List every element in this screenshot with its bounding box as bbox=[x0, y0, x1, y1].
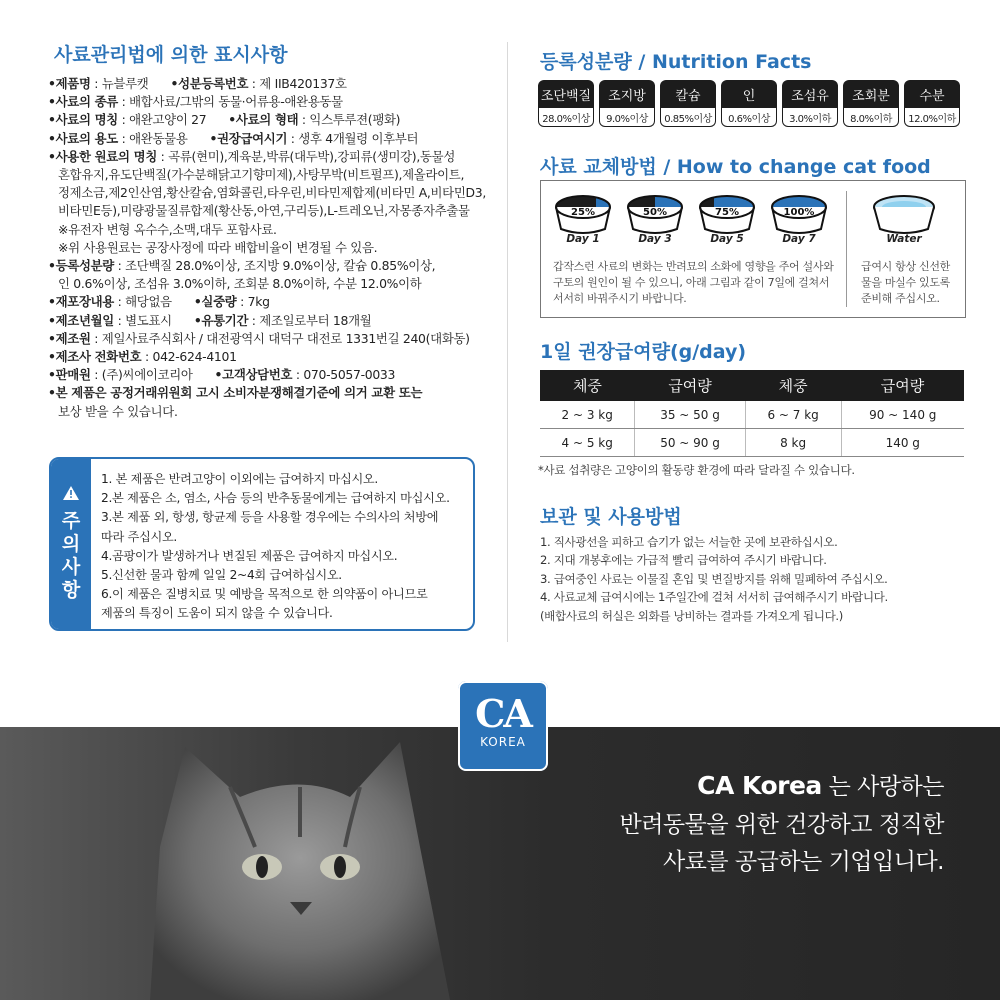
bowl-step bbox=[767, 193, 831, 245]
caution-tab-char: 항 bbox=[61, 579, 81, 601]
label-line bbox=[48, 202, 488, 220]
label-value: : 042-624-4101 bbox=[141, 349, 237, 365]
label-line bbox=[48, 184, 488, 202]
bowl-day: Day 5 bbox=[710, 233, 744, 245]
label-line bbox=[48, 348, 488, 366]
storage-section bbox=[540, 533, 888, 625]
bowl-step bbox=[551, 193, 615, 245]
storage-list bbox=[540, 533, 888, 625]
nutrition-item bbox=[782, 80, 838, 127]
caution-list bbox=[101, 470, 467, 624]
label-section bbox=[48, 40, 488, 421]
label-line bbox=[48, 366, 488, 384]
nutrition-value: 12.0%이하 bbox=[904, 108, 960, 127]
caution-box bbox=[49, 457, 475, 631]
bowl-day: Day 3 bbox=[638, 233, 672, 245]
label-key: •제품명 bbox=[48, 76, 91, 91]
feeding-header: 급여량 bbox=[635, 370, 745, 401]
feeding-cell: 35 ~ 50 g bbox=[635, 401, 745, 429]
slogan-line-2: 반려동물을 위한 건강하고 정직한 bbox=[619, 812, 944, 838]
change-description bbox=[553, 259, 834, 307]
feeding-table bbox=[540, 370, 964, 457]
caution-item: 3.본 제품 외, 항생, 항균제 등을 사용할 경우에는 수의사의 처방에 bbox=[101, 510, 439, 525]
nutrition-title: 등록성분량 / Nutrition Facts bbox=[540, 51, 812, 73]
nutrition-value: 9.0%이상 bbox=[599, 108, 655, 127]
label-line bbox=[48, 312, 488, 330]
column-divider bbox=[507, 42, 508, 642]
nutrition-item bbox=[599, 80, 655, 127]
label-key: •유통기간 bbox=[193, 312, 249, 328]
label-key: •사용한 원료의 명칭 bbox=[48, 148, 158, 164]
caution-item: 1. 본 제품은 반려고양이 이외에는 급여하지 마십시오. bbox=[101, 472, 378, 486]
caution-item: 6.이 제품은 질병치료 및 예방을 목적으로 한 의약품이 아니므로 bbox=[101, 587, 428, 602]
label-key: •제조년월일 bbox=[48, 312, 114, 328]
change-box bbox=[540, 180, 966, 318]
label-key: •등록성분량 bbox=[48, 258, 114, 274]
feeding-cell: 140 g bbox=[841, 429, 964, 457]
feeding-header-row bbox=[540, 370, 964, 401]
water-bowl bbox=[869, 193, 939, 245]
label-value: : 조단백질 28.0%이상, 조지방 9.0%이상, 칼슘 0.85%이상, bbox=[113, 258, 436, 274]
label-line bbox=[48, 130, 488, 148]
water-description bbox=[861, 259, 950, 307]
label-key: •본 제품은 공정거래위원회 고시 소비자분쟁해결기준에 의거 교환 또는 bbox=[48, 385, 423, 401]
label-line-text: 혼합유지,유도단백질(가수분해닭고기향미제),사탕무박(비트펄프),제올라이트, bbox=[58, 167, 465, 183]
label-key: •판매원 bbox=[48, 367, 91, 383]
nutrition-item bbox=[721, 80, 777, 127]
label-value: : (주)씨에이코리아 bbox=[90, 367, 193, 383]
warning-icon bbox=[63, 486, 79, 504]
nutrition-value: 8.0%이하 bbox=[843, 108, 899, 127]
feeding-header: 체중 bbox=[540, 370, 635, 401]
bowl-percent: 100% bbox=[783, 207, 815, 218]
nutrition-name: 조회분 bbox=[843, 80, 899, 108]
label-value: : 애완동물용 bbox=[117, 130, 188, 146]
label-line-text: 정제소금,제2인산염,황산칼슘,염화콜린,타우린,비타민제합제(비타민 A,비타민D3, bbox=[58, 185, 486, 201]
label-value: : 제 IIB420137호 bbox=[248, 76, 347, 91]
caution-item: 4.곰팡이가 발생하거나 변질된 제품은 급여하지 마십시오. bbox=[101, 548, 398, 563]
label-value: : 제일사료주식회사 / 대전광역시 대덕구 대전로 1331번길 240(대화동) bbox=[90, 330, 470, 346]
label-line-text: ※유전자 변형 옥수수,소맥,대두 포함사료. bbox=[58, 221, 277, 237]
label-line bbox=[48, 148, 488, 166]
nutrition-name: 수분 bbox=[904, 80, 960, 108]
nutrition-name: 조단백질 bbox=[538, 80, 594, 108]
nutrition-name: 인 bbox=[721, 80, 777, 108]
storage-item: (배합사료의 허실은 외화를 낭비하는 결과를 가져오게 됩니다.) bbox=[540, 608, 843, 623]
label-key: •재포장내용 bbox=[48, 294, 114, 310]
label-key: •사료의 형태 bbox=[228, 112, 299, 128]
nutrition-item bbox=[660, 80, 716, 127]
caution-item: 2.본 제품은 소, 염소, 사슴 등의 반추동물에게는 급여하지 마십시오. bbox=[101, 491, 450, 506]
label-line bbox=[48, 111, 488, 129]
label-line bbox=[48, 221, 488, 239]
label-key: •사료의 종류 bbox=[48, 94, 118, 110]
label-value: : 별도표시 bbox=[113, 312, 172, 328]
label-lines bbox=[48, 75, 488, 421]
label-value: : 생후 4개월령 이후부터 bbox=[287, 130, 419, 146]
label-value: : 해당없음 bbox=[113, 294, 172, 310]
label-key: •성분등록번호 bbox=[170, 76, 249, 91]
caution-item: 따라 주십시오. bbox=[101, 529, 177, 544]
nutrition-value: 0.6%이상 bbox=[721, 108, 777, 127]
caution-item: 제품의 특징이 도움이 되지 않을 수 있습니다. bbox=[101, 606, 333, 621]
slogan-line-3: 사료를 공급하는 기업입니다. bbox=[662, 849, 944, 875]
nutrition-name: 칼슘 bbox=[660, 80, 716, 108]
label-line bbox=[48, 75, 488, 93]
feeding-title: 1일 권장급여량(g/day) bbox=[540, 341, 747, 363]
ca-korea-logo bbox=[458, 681, 548, 771]
nutrition-value: 3.0%이하 bbox=[782, 108, 838, 127]
label-key: •고객상담번호 bbox=[214, 367, 293, 383]
feeding-cell: 90 ~ 140 g bbox=[841, 401, 964, 429]
label-value: : 익스투루젼(팽화) bbox=[298, 112, 401, 128]
caution-item: 5.신선한 물과 함께 일일 2~4회 급여하십시오. bbox=[101, 568, 342, 583]
water-bowl-icon bbox=[869, 193, 939, 235]
storage-title: 보관 및 사용방법 bbox=[540, 506, 682, 528]
nutrition-value: 28.0%이상 bbox=[538, 108, 594, 127]
label-value: : 곡류(현미),계육분,박류(대두박),강피류(생미강),동물성 bbox=[157, 148, 455, 164]
label-line-text: 비타민E등),미량광물질류합제(황산동,아연,구리등),L-트레오닌,자몽종자추출물 bbox=[58, 203, 470, 219]
label-line bbox=[48, 166, 488, 184]
label-line bbox=[48, 239, 488, 257]
feeding-header: 체중 bbox=[745, 370, 841, 401]
label-line bbox=[48, 257, 488, 275]
feeding-note: *사료 섭취량은 고양이의 활동량 환경에 따라 달라질 수 있습니다. bbox=[538, 463, 855, 477]
label-key: •권장급여시기 bbox=[209, 130, 288, 146]
caution-tab-char: 주 bbox=[61, 510, 81, 532]
table-row bbox=[540, 429, 964, 457]
label-key: •사료의 명칭 bbox=[48, 112, 118, 128]
change-desc-line: 구토의 원인이 될 수 있으니, 아래 그림과 같이 7일에 걸쳐서 bbox=[553, 276, 830, 289]
water-label: Water bbox=[886, 233, 922, 245]
nutrition-item bbox=[904, 80, 960, 127]
bowl-percent: 25% bbox=[571, 207, 595, 218]
bowl-day: Day 7 bbox=[782, 233, 816, 245]
label-line-text: 인 0.6%이상, 조섬유 3.0%이하, 조회분 8.0%이하, 수분 12.0%이하 bbox=[58, 276, 422, 292]
caution-tab-char: 사 bbox=[61, 556, 81, 578]
water-desc-line: 물을 마실수 있도록 bbox=[861, 276, 951, 289]
bowl-percent: 50% bbox=[643, 207, 667, 218]
label-line bbox=[48, 293, 488, 311]
label-line bbox=[48, 330, 488, 348]
nutrition-item bbox=[538, 80, 594, 127]
water-desc-line: 준비해 주십시오. bbox=[861, 292, 940, 305]
table-row bbox=[540, 401, 964, 429]
bowl-step bbox=[695, 193, 759, 245]
water-desc-line: 급여시 항상 신선한 bbox=[861, 260, 951, 273]
slogan-line-1 bbox=[697, 768, 944, 801]
label-value: : 제조일로부터 18개월 bbox=[248, 312, 372, 328]
label-value: : 애완고양이 27 bbox=[117, 112, 207, 128]
change-desc-line: 서서히 바꿔주시기 바랍니다. bbox=[553, 292, 687, 305]
label-title: 사료관리법에 의한 표시사항 bbox=[54, 44, 288, 66]
logo-sub: KOREA bbox=[480, 735, 526, 749]
label-value: : 배합사료/그밖의 동물·어류용-애완용동물 bbox=[117, 94, 343, 110]
label-line bbox=[48, 403, 488, 421]
storage-item: 2. 지대 개봉후에는 가급적 빨리 급여하여 주시기 바랍니다. bbox=[540, 553, 827, 568]
label-value: : 070-5057-0033 bbox=[292, 367, 396, 383]
slogan-brand: CA Korea bbox=[697, 771, 822, 800]
change-desc-line: 갑작스런 사료의 변화는 반려묘의 소화에 영향을 주어 설사와 bbox=[553, 260, 834, 273]
label-key: •제조원 bbox=[48, 330, 91, 346]
nutrition-row bbox=[538, 80, 960, 127]
label-key: •제조사 전화번호 bbox=[48, 349, 142, 365]
label-value: : 7kg bbox=[236, 294, 270, 310]
logo-main: CA bbox=[475, 691, 531, 736]
nutrition-name: 조섬유 bbox=[782, 80, 838, 108]
label-line-text: ※위 사용원료는 공장사정에 따라 배합비율이 변경될 수 있음. bbox=[58, 239, 378, 255]
feeding-cell: 6 ~ 7 kg bbox=[745, 401, 841, 429]
nutrition-name: 조지방 bbox=[599, 80, 655, 108]
bowl-percent: 75% bbox=[715, 207, 739, 218]
label-line bbox=[48, 93, 488, 111]
bowl-step bbox=[623, 193, 687, 245]
feeding-cell: 4 ~ 5 kg bbox=[540, 429, 635, 457]
storage-item: 3. 급여중인 사료는 이물질 혼입 및 변질방지를 위해 밀폐하여 주십시오. bbox=[540, 571, 888, 586]
nutrition-item bbox=[843, 80, 899, 127]
feeding-header: 급여량 bbox=[841, 370, 964, 401]
label-line bbox=[48, 275, 488, 293]
label-key: •실중량 bbox=[193, 294, 237, 310]
feeding-cell: 8 kg bbox=[745, 429, 841, 457]
feeding-cell: 50 ~ 90 g bbox=[635, 429, 745, 457]
label-line-text: 보상 받을 수 있습니다. bbox=[58, 403, 178, 419]
caution-tab bbox=[51, 459, 91, 629]
slogan-line-1-rest: 는 사랑하는 bbox=[821, 774, 944, 800]
label-line bbox=[48, 384, 488, 402]
storage-item: 1. 직사광선을 피하고 습기가 없는 서늘한 곳에 보관하십시오. bbox=[540, 535, 838, 549]
feeding-cell: 2 ~ 3 kg bbox=[540, 401, 635, 429]
bowl-day: Day 1 bbox=[566, 233, 600, 245]
caution-tab-char: 의 bbox=[61, 533, 81, 555]
change-separator bbox=[846, 191, 847, 307]
storage-item: 4. 사료교체 급여시에는 1주일간에 걸쳐 서서히 급여해주시기 바랍니다. bbox=[540, 590, 888, 605]
nutrition-value: 0.85%이상 bbox=[660, 108, 716, 127]
change-title: 사료 교체방법 / How to change cat food bbox=[540, 156, 931, 178]
label-value: : 뉴블루캣 bbox=[90, 76, 149, 91]
label-key: •사료의 용도 bbox=[48, 130, 118, 146]
